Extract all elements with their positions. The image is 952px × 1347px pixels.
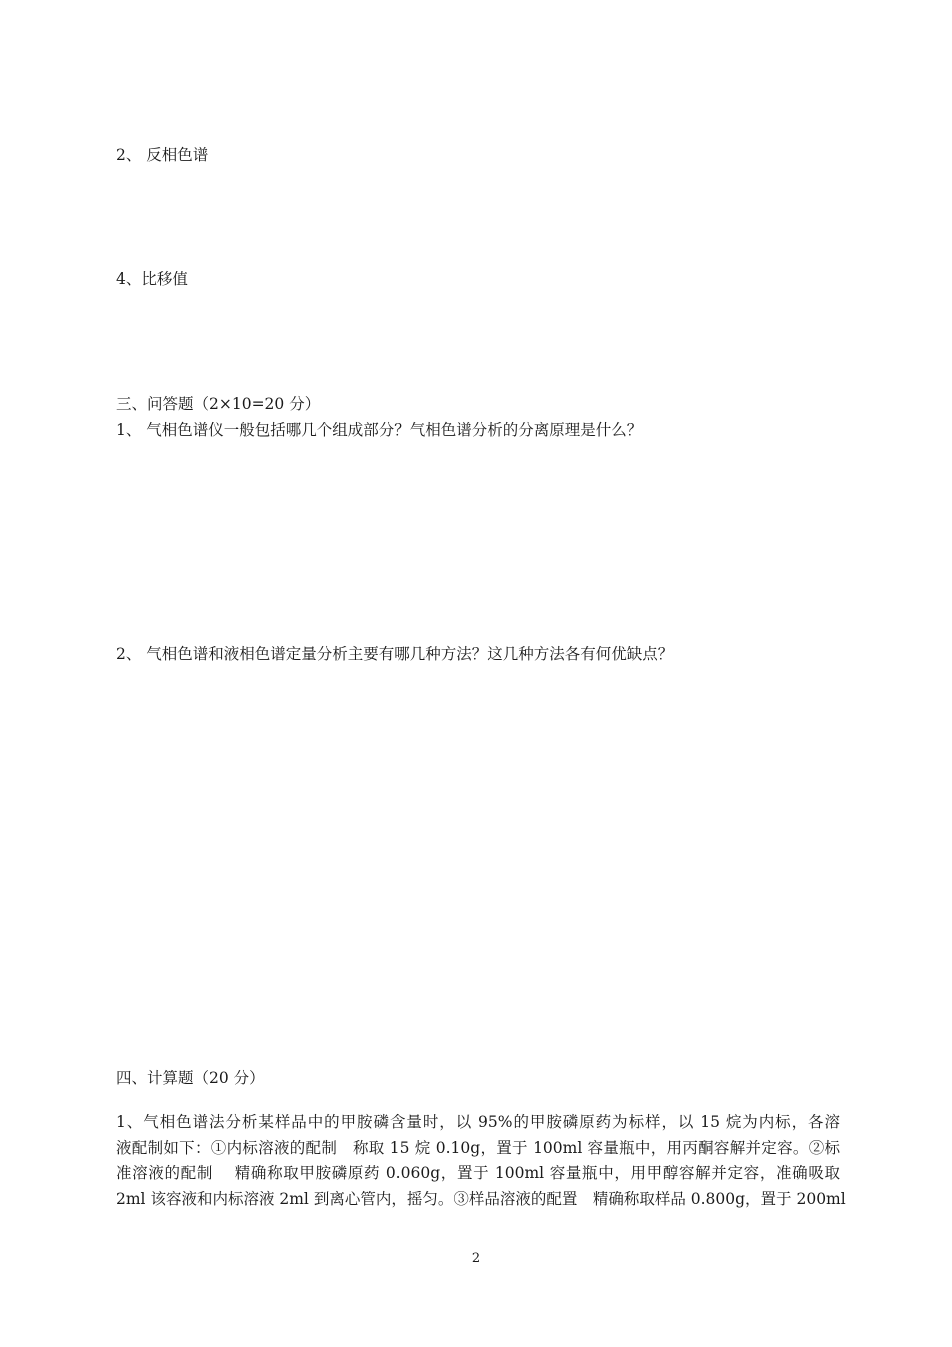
question-4-1-line: 准溶液的配制 精确称取甲胺磷原药 0.060g，置于 100ml 容量瓶中，用甲醇容解并定容，准确吸取 (116, 1164, 840, 1182)
question-3-2: 2、 气相色谱和液相色谱定量分析主要有哪几种方法？这几种方法各有何优缺点？ (116, 645, 674, 663)
question-3-1: 1、 气相色谱仪一般包括哪几个组成部分？气相色谱分析的分离原理是什么？ (116, 421, 643, 439)
item-reversed-phase-chromatography: 2、 反相色谱 (116, 146, 209, 164)
question-4-1-line: 2ml 该容液和内标溶液 2ml 到离心管内，摇匀。③样品溶液的配置 精确称取样品 0.800g，置于 200ml (116, 1189, 846, 1208)
question-4-1-line: 液配制如下：①内标溶液的配制 称取 15 烷 0.10g，置于 100ml 容量瓶中，用丙酮容解并定容。②标 (116, 1138, 840, 1157)
section-4-heading: 四、计算题（20 分） (116, 1069, 265, 1087)
question-4-1 (116, 1110, 846, 1212)
item-rf-value: 4、比移值 (116, 270, 188, 288)
question-4-1-line: 1、气相色谱法分析某样品中的甲胺磷含量时，以 95%的甲胺磷原药为标样，以 15 烷为内标，各溶 (116, 1113, 840, 1131)
page-number: 2 (471, 1251, 481, 1266)
section-3-heading: 三、问答题（2×10=20 分） (116, 395, 321, 413)
